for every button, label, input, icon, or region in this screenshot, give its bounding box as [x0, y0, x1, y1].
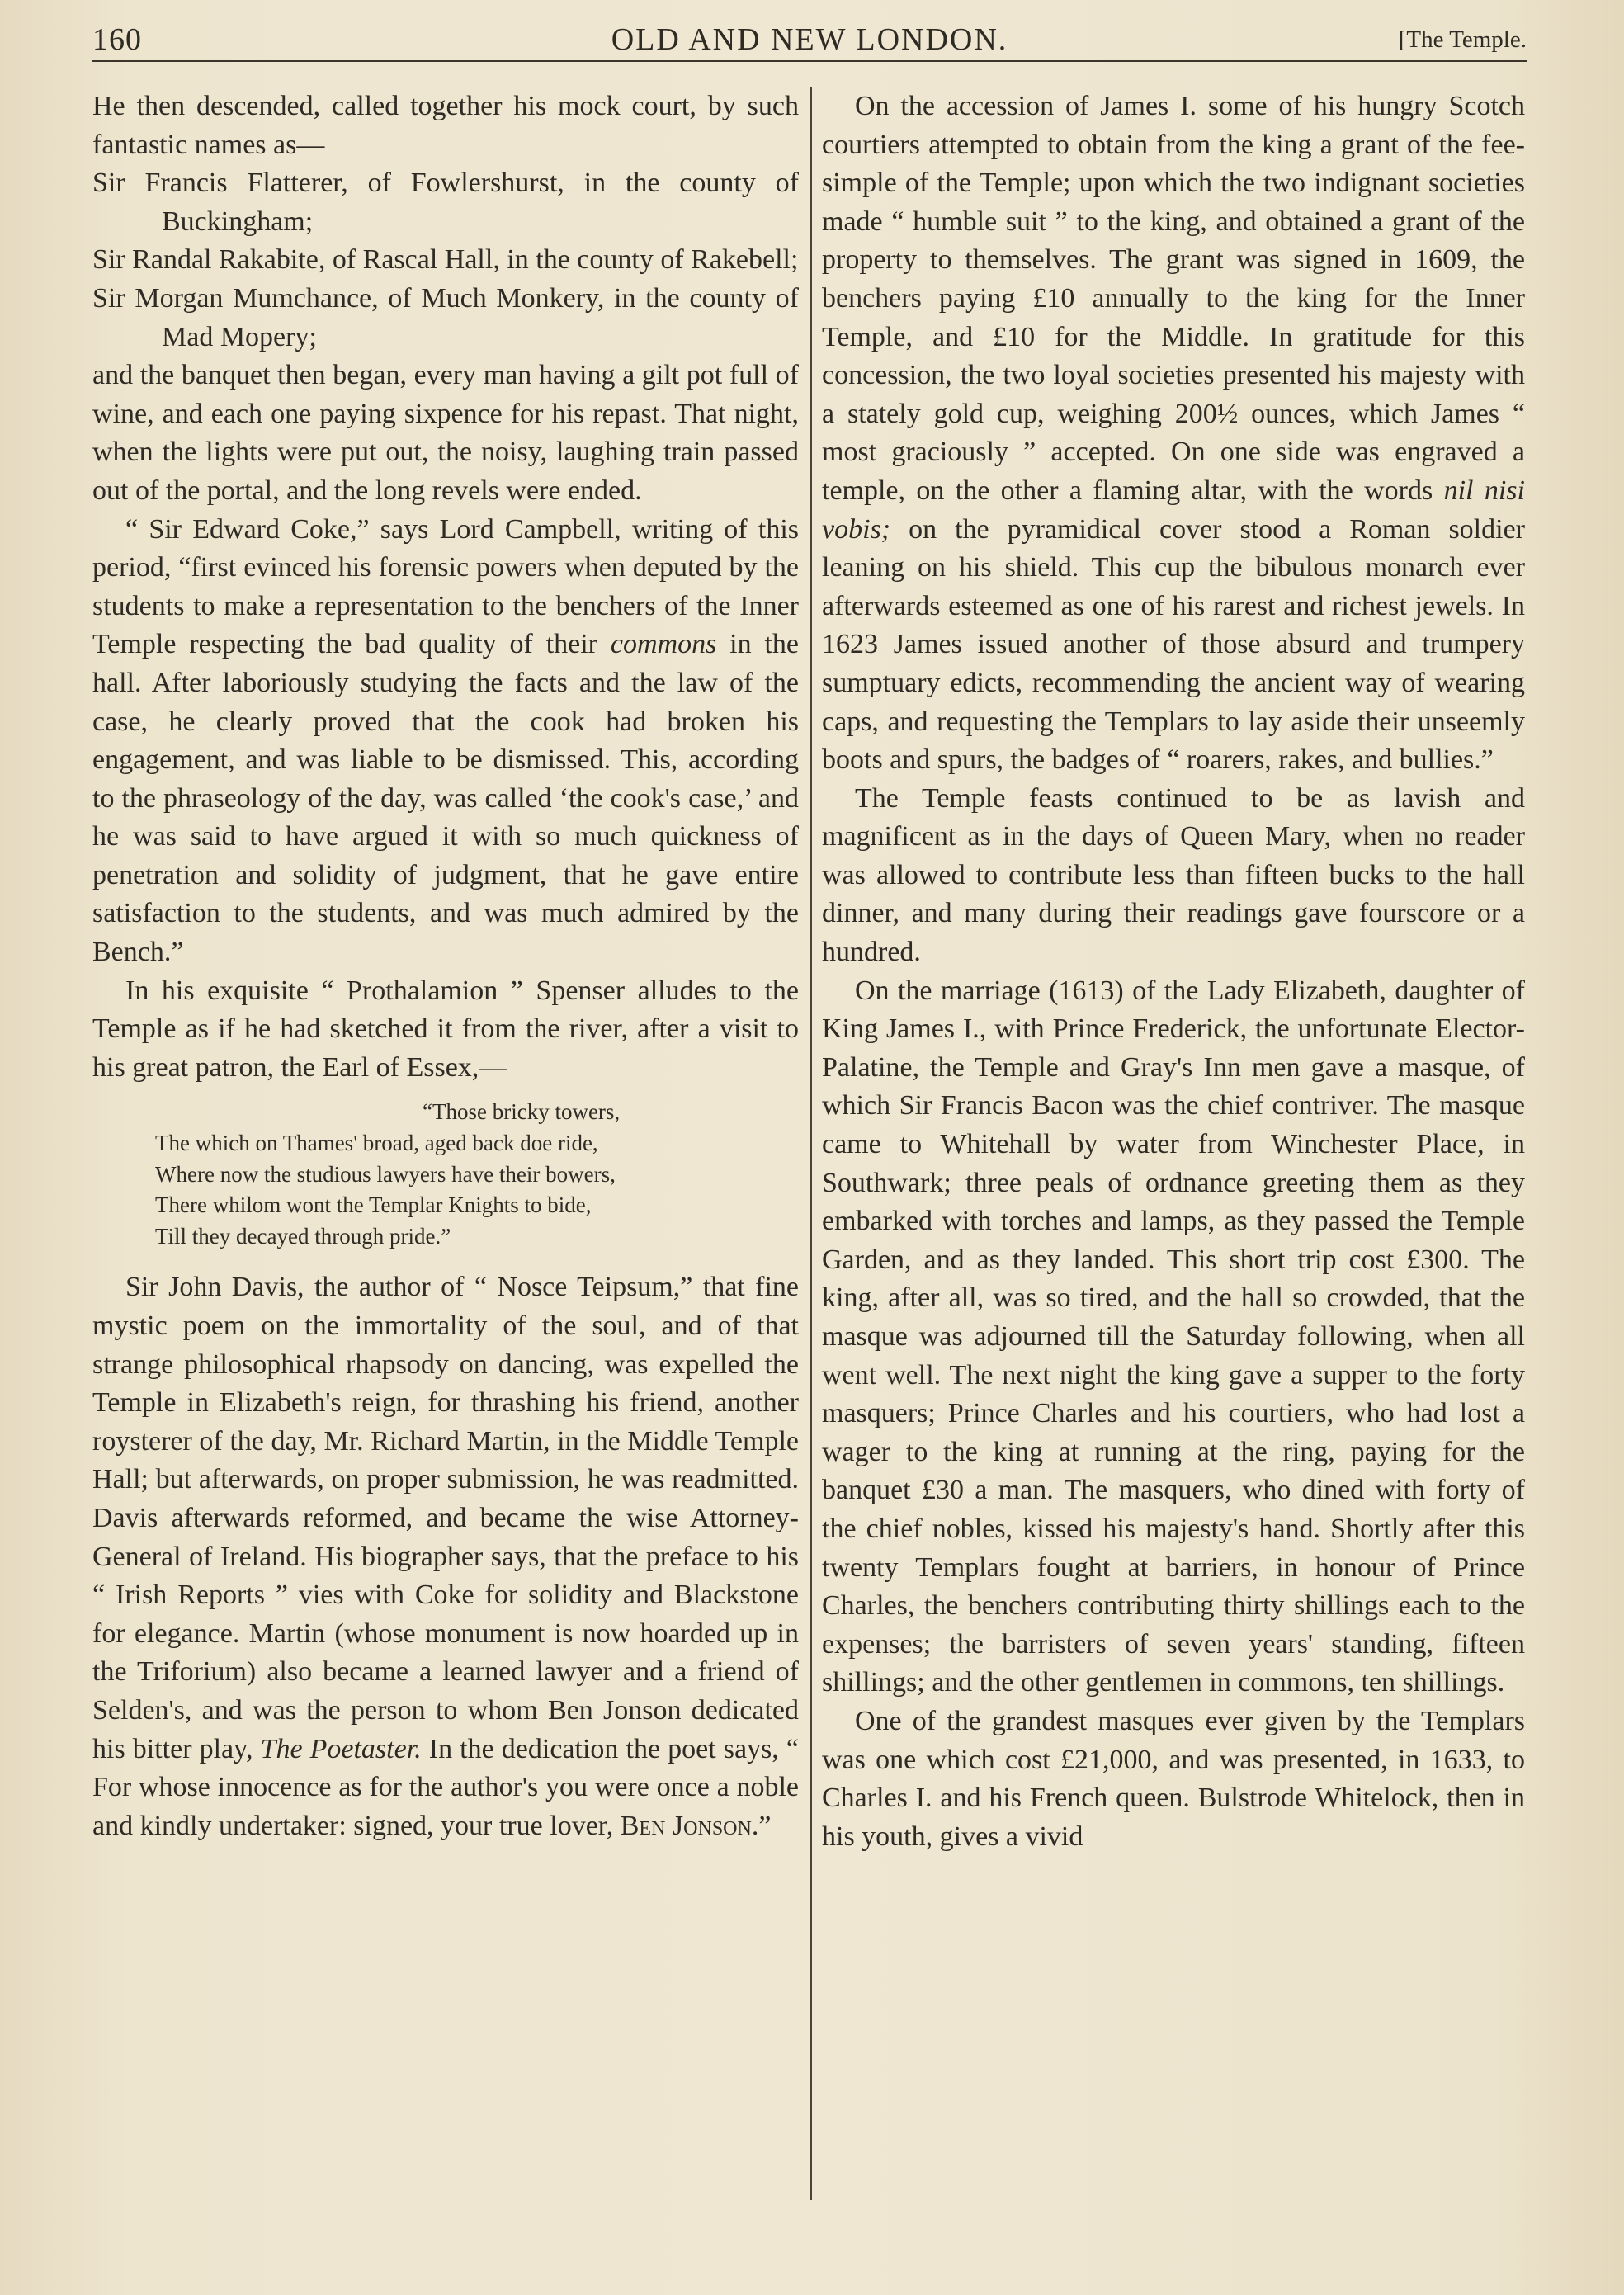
verse-line: Till they decayed through pride.”	[155, 1223, 451, 1249]
paragraph: On the marriage (1613) of the Lady Elizabeth, daughter of King James I., with Prince Frederick, the unfortunate Elector-Palatine, the Temple and Gray's Inn men gave a masque, of which Sir Francis Bacon was the chief contriver. The masque came to Whitehall by water from Winchester Place, in Southwark; three peals of ordnance greeting them as they embarked with torches and lamps, as they passed the Temple Garden, and as they landed. This short trip cost £300. The king, after all, was so tired, and the hall so crowded, that the masque was adjourned till the Saturday following, when all went well. The next night the king gave a supper to the forty masquers; Prince Charles and his courtiers, who had lost a wager to the king at running at the ring, paying for the banquet £30 a man. The masquers, who dined with forty of the chief nobles, kissed his majesty's hand. Shortly after this twenty Templars fought at barriers, in honour of Prince Charles, the benchers contributing thirty shillings each to the expenses; the barristers of seven years' standing, fifteen shillings; and the other gentlemen in commons, ten shillings.	[822, 975, 1525, 1698]
paragraph: The Temple feasts continued to be as lavish and magnificent as in the days of Queen Mary, when no reader was allowed to contribute less than fifteen bucks to the hall dinner, and many during their readings gave fourscore or a hundred.	[822, 782, 1525, 968]
paragraph: He then descended, called together his mock court, by such fantastic names as—	[92, 91, 799, 160]
verse-line: The which on Thames' broad, aged back doe ride,	[155, 1131, 598, 1156]
paragraph	[822, 87, 1525, 780]
text-run: “ Sir Edward Coke,” says Lord Campbell, writing of this period, “first evinced his forensic powers when deputed by the students to make a representation to the benchers of the Inner Temple respecting the bad quality of their	[92, 513, 799, 660]
verse-quote	[92, 1097, 799, 1252]
paragraph	[92, 1268, 799, 1845]
verse-line: There whilom wont the Templar Knights to bide,	[155, 1192, 592, 1218]
paragraph: One of the grandest masques ever given by the Templars was one which cost £21,000, and was presented, in 1633, to Charles I. and his French queen. Bulstrode Whitelock, then in his youth, gives a vivid	[822, 1705, 1525, 1852]
mock-court-entry: Sir Morgan Mumchance, of Much Monkery, in the county of Mad Mopery;	[92, 282, 799, 352]
paragraph	[92, 511, 799, 972]
text-run: in the hall. After laboriously studying the facts and the law of the case, he clearly proved that the cook had broken his engagement, and was liable to be dismissed. This, according to the phraseology of the day, was called ‘the cook's case,’ and he was said to have argued it with so much quickness of penetration and solidity of judgment, that he gave entire satisfaction to the students, and was much admired by the Bench.”	[92, 629, 800, 968]
verse-line: “Those bricky towers,	[423, 1099, 621, 1125]
text-run: .”	[751, 1810, 772, 1841]
mock-court-entry: Sir Francis Flatterer, of Fowlershurst, in the county of Buckingham;	[92, 168, 799, 237]
text-run: Sir John Davis, the author of “ Nosce Teipsum,” that fine mystic poem on the immortality of the soul, and of that strange philosophical rhapsody on dancing, was expelled the Temple in Elizabeth's reign, for thrashing his friend, another roysterer of the day, Mr. Richard Martin, in the Middle Temple Hall; but afterwards, on proper submission, he was readmitted. Davis afterwards reformed, and became the wise Attorney-General of Ireland. His biographer says, that the preface to his “ Irish Reports ” vies with Coke for solidity and Blackstone for elegance. Martin (whose monument is now hoarded up in the Triforium) also became a learned lawyer and a friend of Selden's, and was the person to whom Ben Jonson dedicated his bitter play,	[92, 1272, 799, 1764]
verse-line: Where now the studious lawyers have their bowers,	[155, 1161, 616, 1187]
italic-text: nil nisi vobis;	[822, 475, 1525, 545]
paragraph: and the banquet then began, every man having a gilt pot full of wine, and each one paying sixpence for his repast. That night, when the lights were put out, the noisy, laughing train passed out of the portal, and the long revels were ended.	[92, 360, 799, 506]
text-run: On the accession of James I. some of his hungry Scotch courtiers attempted to obtain from the king a grant of the fee-simple of the Temple; upon which the two indignant societies made “ humble suit ” to the king, and obtained a grant of the property to themselves. The grant was signed in 1609, the benchers paying £10 annually to the king for the Inner Temple, and £10 for the Middle. In gratitude for this concession, the two loyal societies presented his majesty with a stately gold cup, weighing 200½ ounces, which James “ most graciously ” accepted. On one side was engraved a temple, on the other a flaming altar, with the words	[822, 91, 1525, 506]
mock-court-entry: Sir Randal Rakabite, of Rascal Hall, in the county of Rakebell;	[92, 244, 799, 276]
left-column	[92, 87, 799, 1845]
page-header	[92, 17, 1527, 56]
running-title: OLD AND NEW LONDON.	[611, 22, 1008, 57]
italic-text: commons	[610, 629, 717, 660]
italic-text: The Poetaster.	[260, 1733, 422, 1764]
signature-name: Ben Jonson	[620, 1810, 752, 1841]
page-number: 160	[92, 22, 142, 57]
right-column	[822, 87, 1525, 1856]
column-rule	[810, 87, 812, 2200]
section-label: [The Temple.	[1398, 26, 1527, 53]
text-run: on the pyramidical cover stood a Roman soldier leaning on his shield. This cup the bibulous monarch ever afterwards esteemed as one of his rarest and richest jewels. In 1623 James issued another of those absurd and trumpery sumptuary edicts, recommending the ancient way of wearing caps, and requesting the Templars to lay aside their unseemly boots and spurs, the badges of “ roarers, rakes, and bullies.”	[822, 513, 1525, 776]
header-rule	[92, 60, 1527, 62]
paragraph: In his exquisite “ Prothalamion ” Spenser alludes to the Temple as if he had sketched it from the river, after a visit to his great patron, the Earl of Essex,—	[92, 975, 799, 1083]
text-run: In the dedication the poet says, “ For whose innocence as for the author's you were once a noble and kindly undertaker: signed, your true lover,	[92, 1733, 799, 1841]
